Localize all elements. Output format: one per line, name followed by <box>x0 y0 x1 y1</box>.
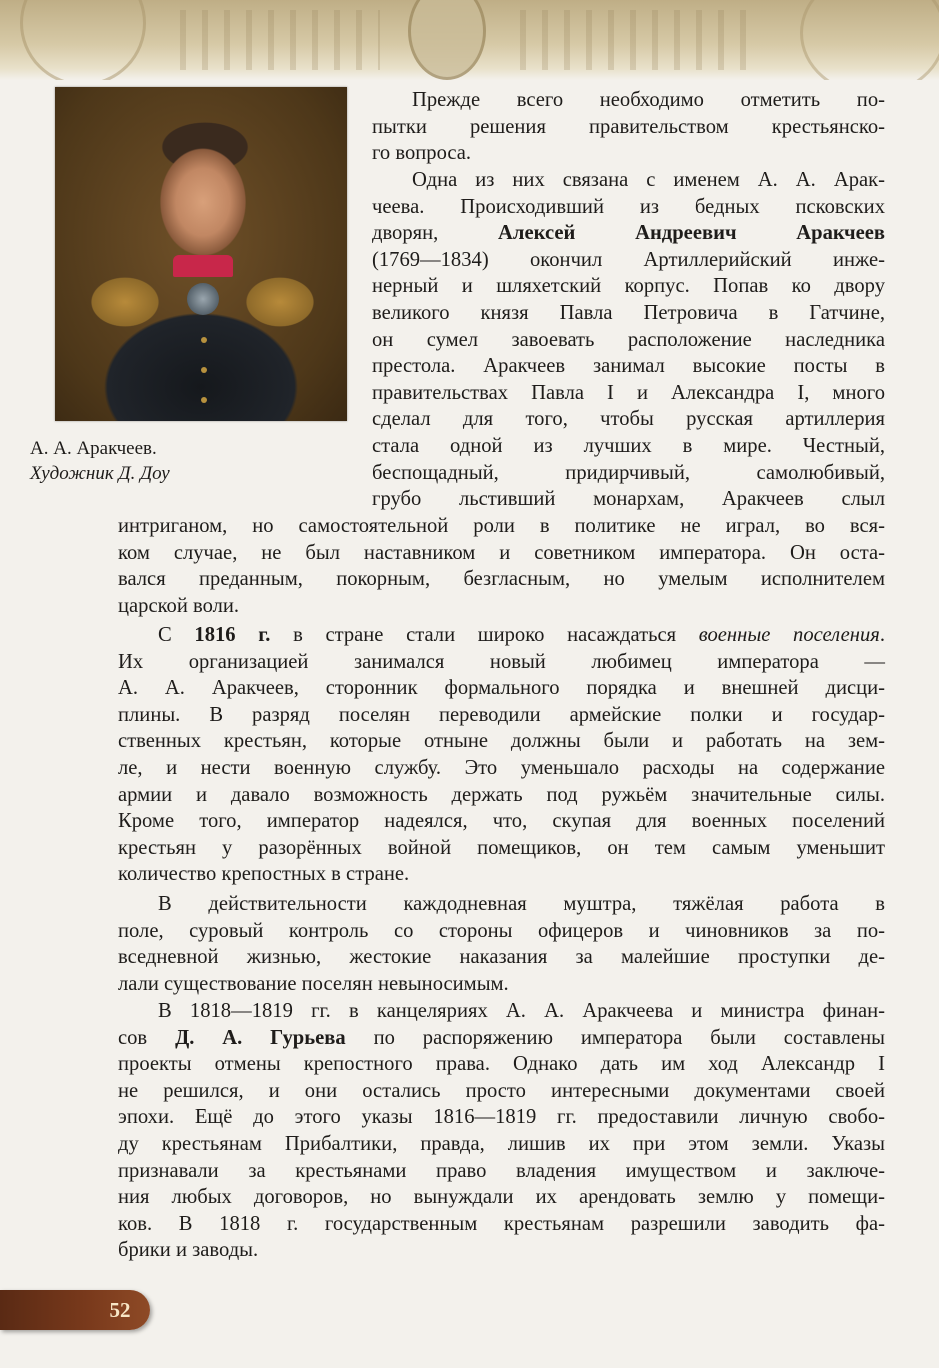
paragraph-arakcheev-bio-cont <box>118 513 885 619</box>
text-line: беспощадный, придирчивый, самолюбивый, <box>372 461 885 484</box>
text-line: великого князя Павла Петровича в Гатчине, <box>372 301 885 324</box>
caption-name: А. А. Аракчеев. <box>30 438 157 459</box>
text-line: го вопроса. <box>372 142 472 165</box>
text-line <box>372 220 885 247</box>
text-line: престола. Аракчеев занимал высокие посты в <box>372 355 885 378</box>
text-segment: сов <box>118 1026 148 1049</box>
text-line: количество крепостных в стране. <box>118 863 410 886</box>
text-line: вседневной жизнью, жестокие наказания за малейшие проступки де- <box>118 946 885 969</box>
text-line: Одна из них связана с именем А. А. Арак- <box>412 169 885 191</box>
text-line: не решился, и они остались просто интересными документами своей <box>118 1079 885 1102</box>
portrait-caption <box>30 436 330 486</box>
text-line: поле, суровый контроль со стороны офицеров и чиновников за по- <box>118 919 885 942</box>
portrait-arakcheev <box>55 87 347 421</box>
text-line: сделал для того, чтобы русская артиллерия <box>372 408 885 431</box>
text-segment: дворян, <box>372 222 439 245</box>
text-line: эпохи. Ещё до этого указы 1816—1819 гг. предоставили личную свобо- <box>118 1106 885 1129</box>
header-architecture-right <box>520 10 760 70</box>
italic-term-military-settlements: военные поселения <box>698 624 880 646</box>
uniform-button <box>201 337 207 343</box>
text-line: лали существование поселян невыносимым. <box>118 972 509 995</box>
text-line: чеева. Происходивший из бедных псковских <box>372 195 885 218</box>
page-number: 52 <box>109 1298 131 1322</box>
text-line: ле, и нести военную службу. Это уменьшало расходы на содержание <box>118 756 885 779</box>
text-line: царской воли. <box>118 594 240 617</box>
text-segment: С <box>158 624 172 646</box>
text-line: В 1818—1819 гг. в канцеляриях А. А. Аракчеева и министра финан- <box>158 1000 885 1022</box>
text-line: ком случае, не был наставником и советником императора. Он оста- <box>118 541 885 564</box>
text-segment: . <box>879 624 886 646</box>
bold-year-1816: 1816 г. <box>194 624 271 646</box>
uniform-button <box>201 397 207 403</box>
header-architecture-left <box>180 10 380 70</box>
text-line: ков. В 1818 г. государственным крестьянам разрешили заводить фа- <box>118 1212 885 1235</box>
text-line: признавали за крестьянами право владения имуществом и заключе- <box>118 1159 885 1182</box>
text-segment: в стране стали широко насаждаться <box>293 624 677 646</box>
text-segment: по распоряжению императора были составлены <box>373 1026 886 1049</box>
text-line <box>118 1025 885 1052</box>
paragraph-military-settlements <box>118 622 885 888</box>
order-medal <box>187 283 219 315</box>
text-line: интриганом, но самостоятельной роли в политике не играл, во вся- <box>118 515 885 537</box>
text-line: вался преданным, покорным, безгласным, но умелым исполнителем <box>118 568 885 591</box>
text-line: В действительности каждодневная муштра, тяжёлая работа в <box>158 893 885 915</box>
text-line: ду крестьянам Прибалтики, правда, лишив их при этом земли. Указы <box>118 1132 885 1155</box>
text-line: ния любых договоров, но вынуждали их арендовать землю у помещи- <box>118 1186 885 1209</box>
text-line: проекты отмены крепостного права. Однако дать им ход Александр I <box>118 1053 885 1076</box>
text-line: крестьян у разорённых войной помещиков, он тем самым уменьшит <box>118 836 885 859</box>
paragraph-settler-life <box>118 891 885 997</box>
text-line: грубо льстивший монархам, Аракчеев слыл <box>372 488 885 511</box>
text-line: стала одной из лучших в мире. Честный, <box>372 434 885 457</box>
text-line: Прежде всего необходимо отметить по- <box>412 89 885 111</box>
text-line: (1769—1834) окончил Артиллерийский инже- <box>372 248 885 271</box>
uniform-button <box>201 367 207 373</box>
caption-artist: Художник Д. Доу <box>30 463 170 484</box>
text-line: плины. В разряд поселян переводили армейские полки и государ- <box>118 703 885 726</box>
header-ornament-left <box>20 0 146 80</box>
text-line: пытки решения правительством крестьянско- <box>372 115 885 138</box>
text-line: брики и заводы. <box>118 1239 259 1262</box>
text-line: правительствах Павла I и Александра I, много <box>372 381 885 404</box>
header-ornament-right <box>800 0 939 80</box>
text-line: А. А. Аракчеев, сторонник формального порядка и внешней дисци- <box>118 677 885 700</box>
text-line: Кроме того, император надеялся, что, скупая для военных поселений <box>118 810 885 833</box>
uniform-collar <box>173 255 233 277</box>
decorative-header-band <box>0 0 939 80</box>
header-portrait-medallion <box>408 0 486 80</box>
text-line: армии и давало возможность держать под ружьём значительные силы. <box>118 783 885 806</box>
bold-name-arakcheev: Алексей Андреевич Аракчеев <box>498 222 885 245</box>
paragraph-intro <box>372 87 885 167</box>
paragraph-serfdom-projects <box>118 998 885 1264</box>
text-line: нерный и шляхетский корпус. Попав ко двору <box>372 275 885 298</box>
text-line: Их организацией занимался новый любимец императора — <box>118 650 885 673</box>
bold-name-guryev: Д. А. Гурьева <box>175 1026 346 1049</box>
paragraph-arakcheev-bio <box>372 167 885 513</box>
text-line: он сумел завоевать расположение наследника <box>372 328 885 351</box>
text-line <box>118 622 885 649</box>
text-line: ственных крестьян, которые отныне должны были и работать на зем- <box>118 730 885 753</box>
